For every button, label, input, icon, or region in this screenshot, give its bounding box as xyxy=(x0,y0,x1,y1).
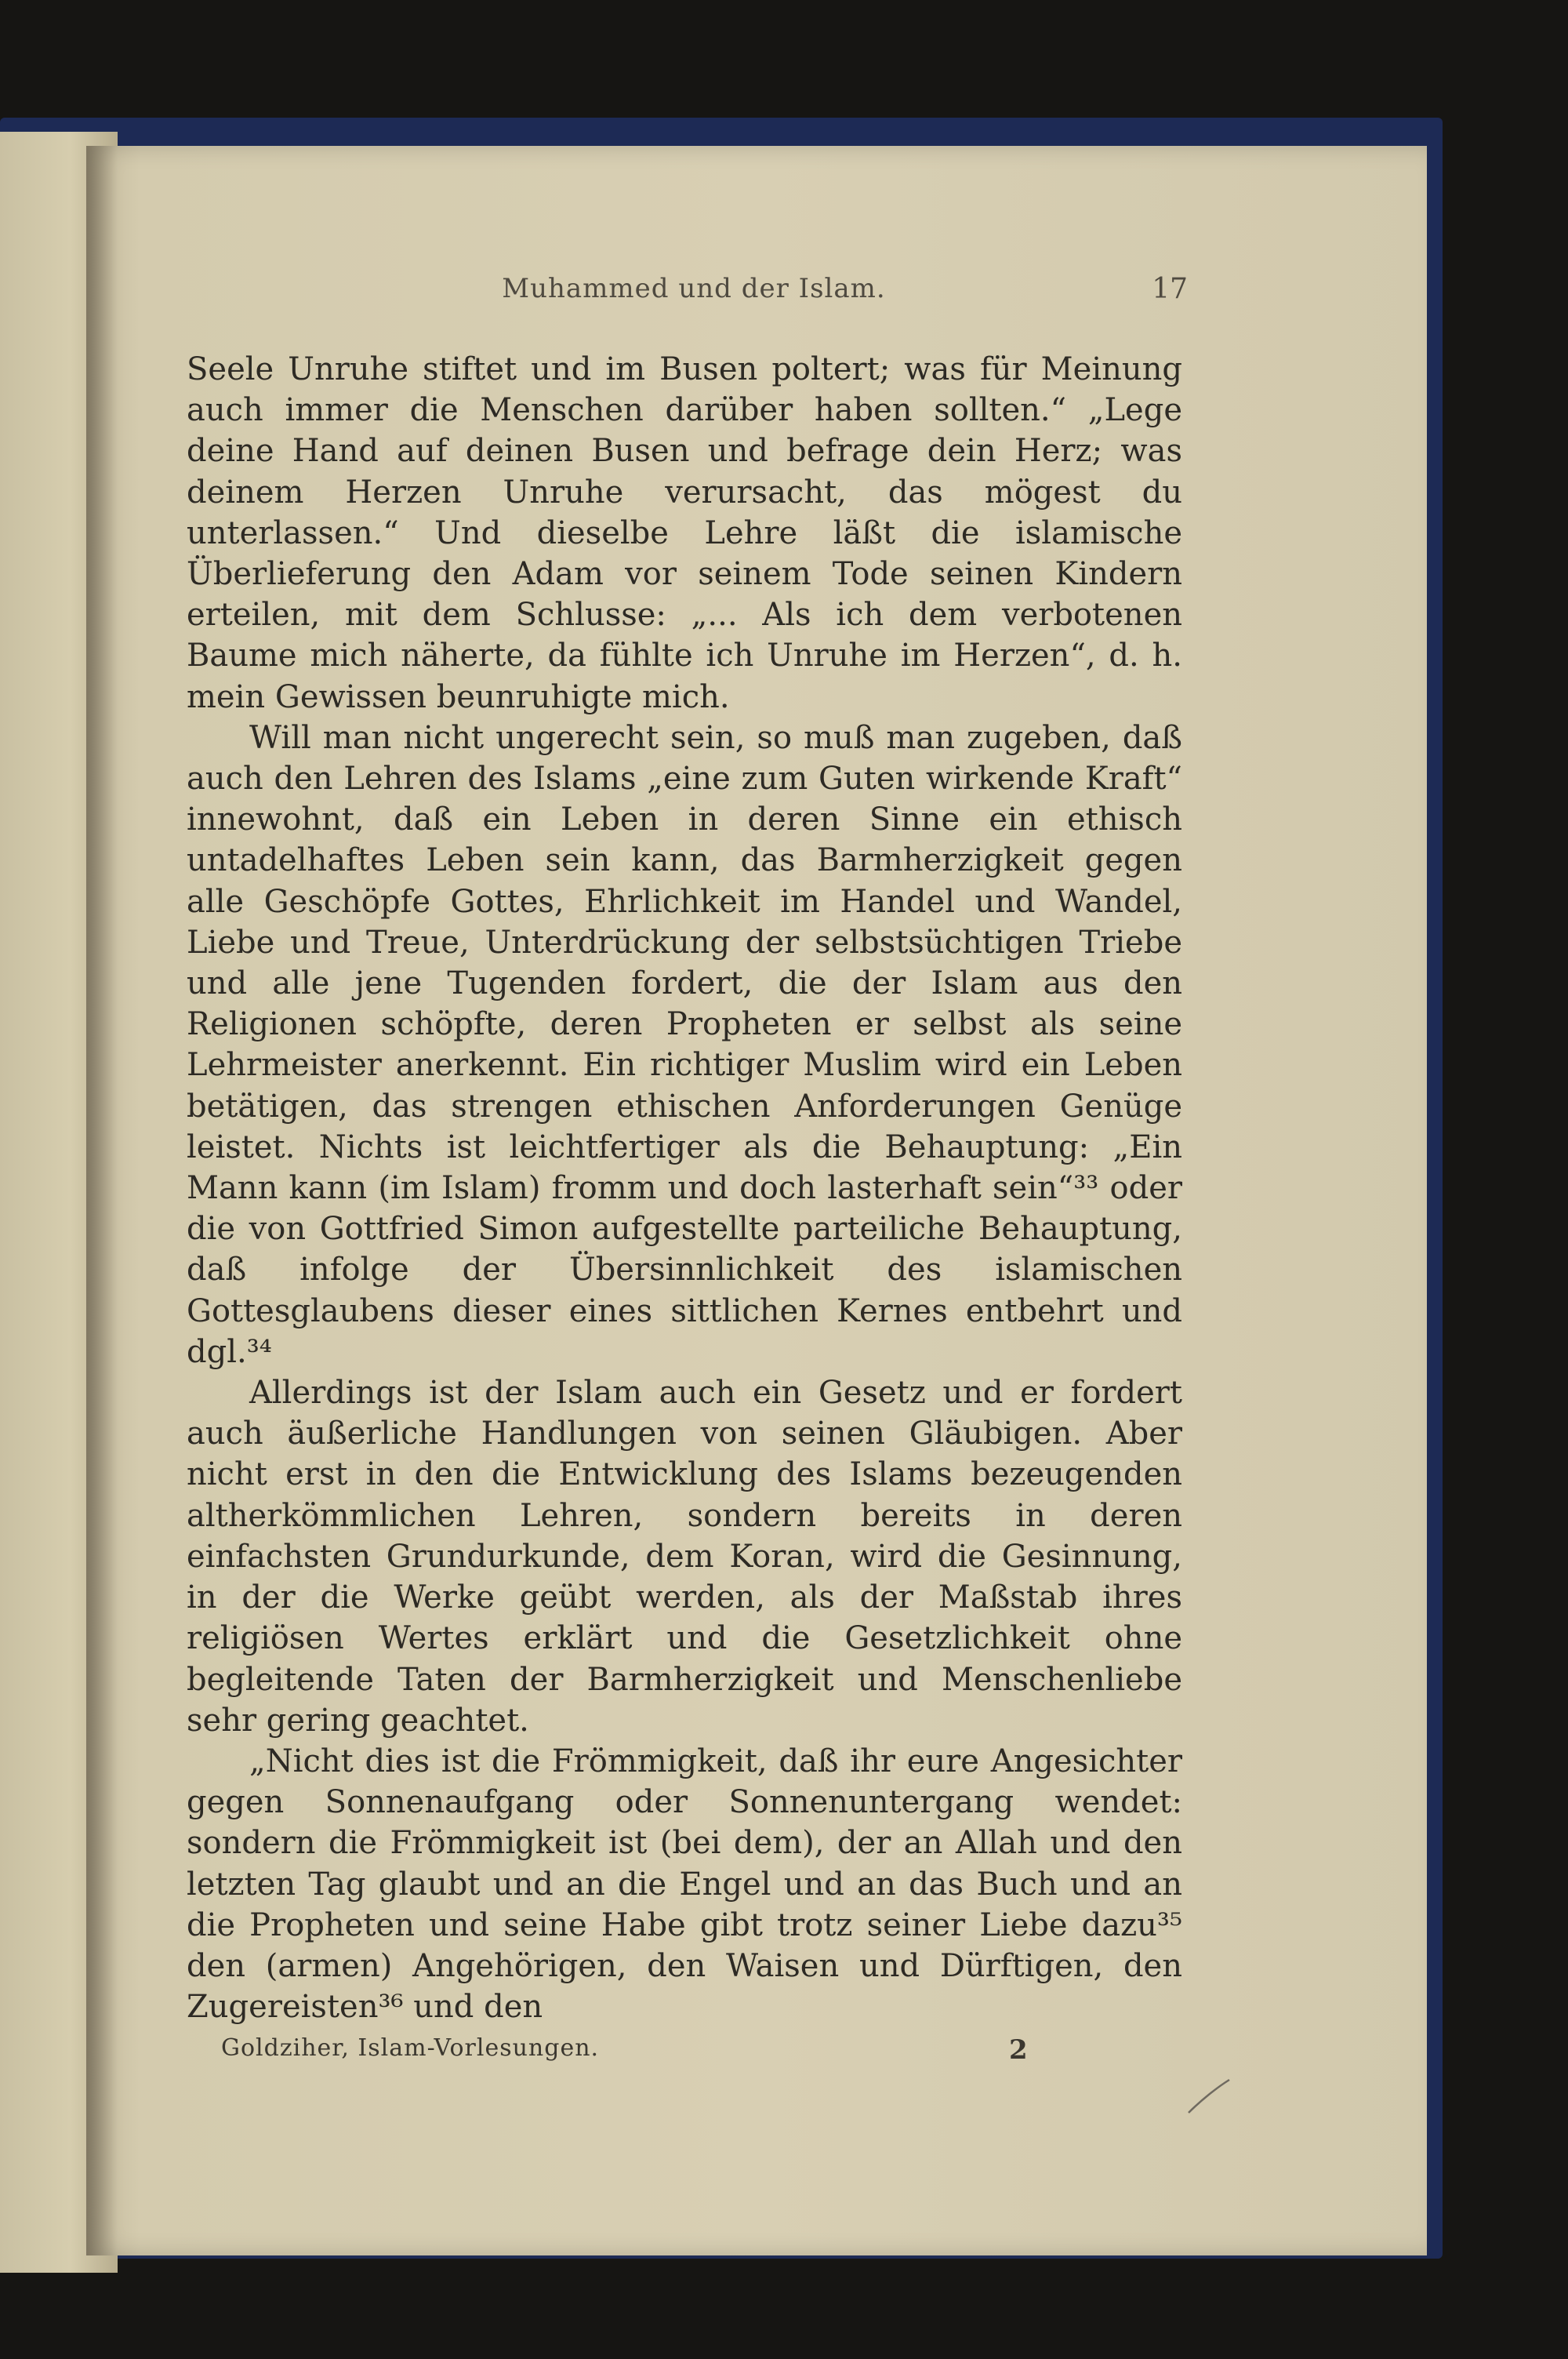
gutter-shadow xyxy=(86,146,118,2255)
paragraph: „Nicht dies ist die Frömmigkeit, daß ihr eure Angesichter gegen Sonnenaufgang oder Sonnenuntergang wendet: sondern die Frömmigkeit ist (bei dem), der an Allah und den letzten Tag glaubt und an die Engel und an das Buch und an die Propheten und seine Habe gibt trotz seiner Liebe dazu³⁵ den (armen) Angehörigen, den Waisen und Dürftigen, den Zugereisten³⁶ und den xyxy=(187,1743,1182,2026)
page-number: 17 xyxy=(1152,273,1188,305)
signature-line: Goldziher, Islam-Vorlesungen. xyxy=(221,2034,600,2062)
body-text xyxy=(187,349,1182,2027)
pencil-mark-icon xyxy=(1185,2077,1232,2116)
paragraph: Seele Unruhe stiftet und im Busen poltert; was für Meinung auch immer die Menschen darüber haben sollten.“ „Lege deine Hand auf deinen Busen und befrage dein Herz; was deinem Herzen Unruhe verursacht, das mögest du unterlassen.“ Und dieselbe Lehre läßt die islamische Überlieferung den Adam vor seinem Tode seinen Kindern erteilen, mit dem Schlusse: „... Als ich dem verbotenen Baume mich näherte, da fühlte ich Unruhe im Herzen“, d. h. mein Gewissen beunruhigte mich. xyxy=(187,351,1182,715)
sheet-number: 2 xyxy=(1009,2034,1028,2066)
paragraph: Will man nicht ungerecht sein, so muß man zugeben, daß auch den Lehren des Islams „eine zum Guten wirkende Kraft“ innewohnt, daß ein Leben in deren Sinne ein ethisch untadelhaftes Leben sein kann, das Barmherzigkeit gegen alle Geschöpfe Gottes, Ehrlichkeit im Handel und Wandel, Liebe und Treue, Unterdrückung der selbstsüchtigen Triebe und alle jene Tugenden fordert, die der Islam aus den Religionen schöpfte, deren Propheten er selbst als seine Lehrmeister anerkennt. Ein richtiger Muslim wird ein Leben betätigen, das strengen ethischen Anforderungen Genüge leistet. Nichts ist leichtfertiger als die Behauptung: „Ein Mann kann (im Islam) fromm und doch lasterhaft sein“³³ oder die von Gottfried Simon aufgestellte parteiliche Behauptung, daß infolge der Übersinnlichkeit des islamischen Gottesglaubens dieser eines sittlichen Kernes entbehrt und dgl.³⁴ xyxy=(187,719,1182,1370)
running-title: Muhammed und der Islam. xyxy=(502,273,886,304)
page-header xyxy=(200,273,1188,320)
paragraph: Allerdings ist der Islam auch ein Gesetz und er fordert auch äußerliche Handlungen von seinen Gläubigen. Aber nicht erst in den die Entwicklung des Islams bezeugenden altherkömmlichen Lehren, sondern bereits in deren einfachsten Grundurkunde, dem Koran, wird die Gesinnung, in der die Werke geübt werden, als der Maßstab ihres religiösen Wertes erklärt und die Gesetzlichkeit ohne begleitende Taten der Barmherzigkeit und Menschenliebe sehr gering geachtet. xyxy=(187,1375,1182,1739)
page-footer xyxy=(221,2034,1162,2074)
